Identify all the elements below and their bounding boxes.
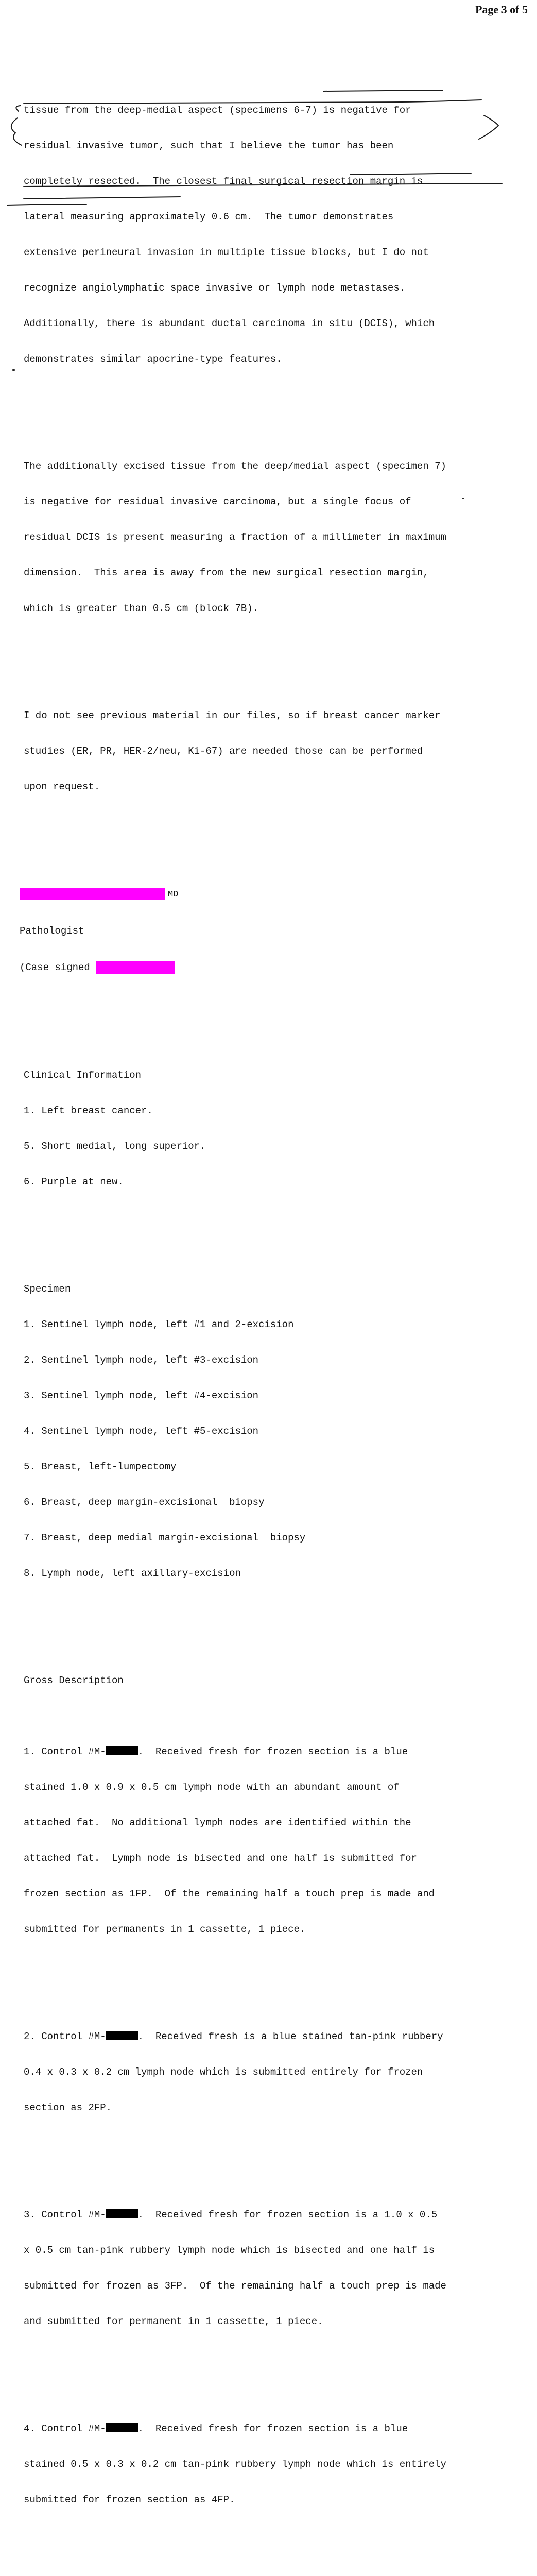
text-line: x 0.5 cm tan-pink rubbery lymph node which is bisected and one half is — [24, 2245, 435, 2256]
specimen-section — [24, 1260, 513, 1603]
paragraph-marker-studies — [24, 686, 513, 817]
entry-text: . Received fresh is a blue stained tan-pink rubbery — [137, 2031, 443, 2042]
text-line: residual DCIS is present measuring a fraction of a millimeter in maximum — [24, 532, 446, 543]
text-line: and submitted for permanent in 1 cassette, 1 piece. — [24, 2316, 323, 2327]
control-prefix: 3. Control #M- — [24, 2209, 106, 2221]
list-item: 3. Sentinel lymph node, left #4-excision — [24, 1390, 259, 1401]
control-prefix: 4. Control #M- — [24, 2423, 106, 2434]
list-item: 2. Sentinel lymph node, left #3-excision — [24, 1354, 259, 1366]
text-line: residual invasive tumor, such that I believe the tumor has been — [24, 140, 394, 151]
gross-entry-first-line — [24, 1746, 513, 1758]
list-item: 5. Short medial, long superior. — [24, 1141, 206, 1152]
text-line: studies (ER, PR, HER-2/neu, Ki-67) are needed those can be performed — [24, 745, 423, 757]
md-label: MD — [168, 890, 179, 900]
entry-text: . Received fresh for frozen section is a blue — [137, 1746, 408, 1757]
text-line: The additionally excised tissue from the deep/medial aspect (specimen 7) — [24, 461, 446, 472]
underline-mark — [16, 106, 21, 111]
report-body — [20, 45, 513, 2576]
specimen-title: Specimen — [24, 1283, 71, 1295]
paragraph-findings — [24, 81, 513, 389]
clinical-information-section — [24, 1046, 513, 1212]
control-prefix: 1. Control #M- — [24, 1746, 106, 1757]
gross-entry — [24, 1722, 513, 1959]
stray-mark — [12, 369, 15, 371]
gross-entry — [24, 2007, 513, 2138]
text-line: submitted for permanents in 1 cassette, 1 piece. — [24, 1924, 306, 1935]
text-line: demonstrates similar apocrine-type features. — [24, 353, 282, 365]
text-line: Additionally, there is abundant ductal carcinoma in situ (DCIS), which — [24, 318, 435, 329]
signature-name-row — [20, 888, 513, 902]
pathologist-label: Pathologist — [20, 925, 84, 937]
text-line: upon request. — [24, 781, 100, 792]
list-item: 1. Sentinel lymph node, left #1 and 2-excision — [24, 1319, 294, 1330]
bracket-mark — [11, 118, 22, 145]
redacted-control-number — [106, 1746, 138, 1755]
list-item: 7. Breast, deep medial margin-excisional biopsy — [24, 1532, 306, 1544]
text-line: extensive perineural invasion in multiple tissue blocks, but I do not — [24, 247, 429, 258]
case-signed-label: (Case signed — [20, 962, 96, 974]
text-line: dimension. This area is away from the new surgical resection margin, — [24, 567, 429, 579]
list-item: 4. Sentinel lymph node, left #5-excision — [24, 1426, 259, 1437]
text-line: 0.4 x 0.3 x 0.2 cm lymph node which is submitted entirely for frozen — [24, 2066, 423, 2078]
signature-block — [20, 865, 513, 998]
list-item: 8. Lymph node, left axillary-excision — [24, 1568, 241, 1579]
entry-text: . Received fresh for frozen section is a blue — [137, 2423, 408, 2434]
redacted-control-number — [106, 2031, 138, 2040]
stray-mark — [462, 498, 464, 499]
text-line: stained 1.0 x 0.9 x 0.5 cm lymph node with an abundant amount of — [24, 1782, 400, 1793]
page-number: Page 3 of 5 — [475, 3, 528, 16]
gross-entry-first-line — [24, 2423, 513, 2435]
list-item: 5. Breast, left-lumpectomy — [24, 1461, 177, 1472]
control-prefix: 2. Control #M- — [24, 2031, 106, 2042]
text-line: stained 0.5 x 0.3 x 0.2 cm tan-pink rubbery lymph node which is entirely — [24, 2459, 446, 2470]
redacted-signed-date — [96, 961, 175, 974]
list-item: 1. Left breast cancer. — [24, 1105, 153, 1116]
redacted-pathologist-name — [20, 888, 165, 900]
text-line: attached fat. No additional lymph nodes are identified within the — [24, 1817, 411, 1828]
gross-entry — [24, 2185, 513, 2351]
redacted-control-number — [106, 2423, 138, 2432]
paragraph-additional-tissue — [24, 437, 513, 638]
text-line: recognize angiolymphatic space invasive or lymph node metastases. — [24, 282, 406, 294]
case-signed-row — [20, 961, 513, 974]
text-line: frozen section as 1FP. Of the remaining half a touch prep is made and — [24, 1888, 435, 1900]
gross-entry-first-line — [24, 2031, 513, 2043]
gross-description-section — [24, 1651, 513, 2576]
gross-entry — [24, 2399, 513, 2530]
text-line: lateral measuring approximately 0.6 cm. The tumor demonstrates — [24, 211, 394, 223]
text-line: which is greater than 0.5 cm (block 7B). — [24, 603, 259, 614]
gross-description-title: Gross Description — [24, 1675, 124, 1686]
text-line: submitted for frozen section as 4FP. — [24, 2494, 235, 2505]
text-line: submitted for frozen as 3FP. Of the remaining half a touch prep is made — [24, 2280, 446, 2292]
gross-entry-first-line — [24, 2209, 513, 2221]
clinical-information-title: Clinical Information — [24, 1070, 142, 1081]
text-line: section as 2FP. — [24, 2102, 112, 2113]
text-line: attached fat. Lymph node is bisected and one half is submitted for — [24, 1853, 417, 1864]
text-line: completely resected. The closest final surgical resection margin is — [24, 176, 423, 187]
redacted-control-number — [106, 2209, 138, 2218]
text-line: I do not see previous material in our files, so if breast cancer marker — [24, 710, 441, 721]
text-line: tissue from the deep-medial aspect (specimens 6-7) is negative for — [24, 105, 411, 116]
list-item: 6. Purple at new. — [24, 1176, 124, 1188]
text-line: is negative for residual invasive carcinoma, but a single focus of — [24, 496, 411, 507]
entry-text: . Received fresh for frozen section is a 1.0 x 0.5 — [137, 2209, 438, 2221]
list-item: 6. Breast, deep margin-excisional biopsy — [24, 1497, 265, 1508]
